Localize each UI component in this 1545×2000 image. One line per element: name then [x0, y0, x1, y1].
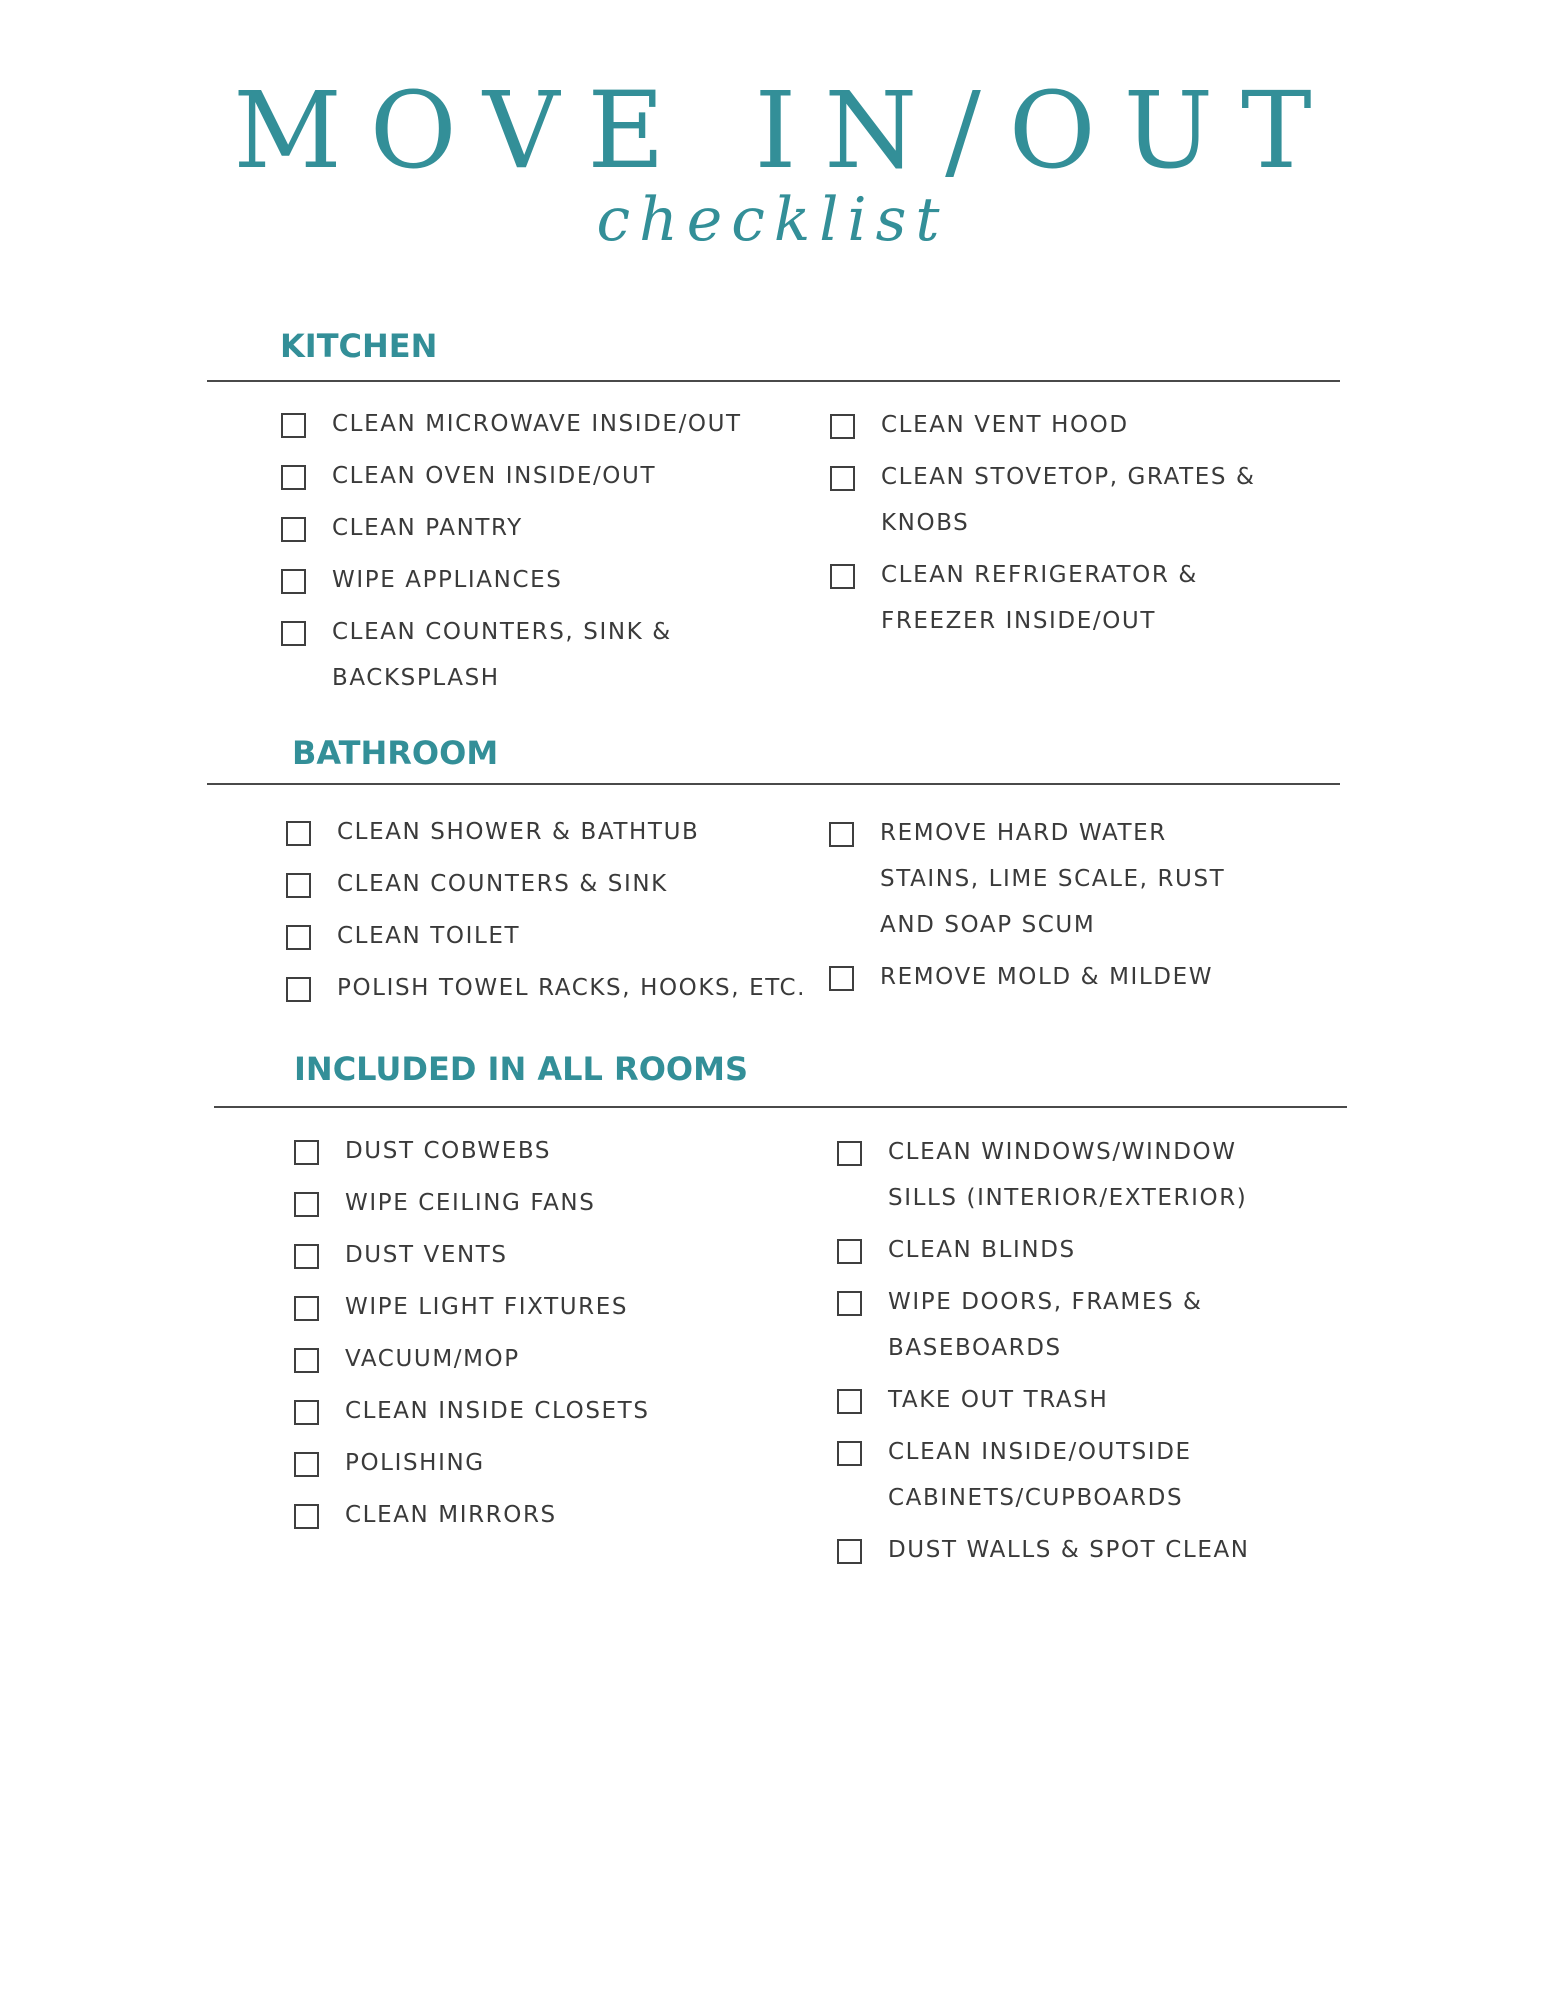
checklist-item-label: DUST COBWEBS	[345, 1138, 552, 1164]
checklist-item-label: REMOVE MOLD & MILDEW	[880, 964, 1214, 990]
checklist-item-label: CLEAN MIRRORS	[345, 1502, 557, 1528]
checkbox[interactable]	[837, 1141, 862, 1166]
checkbox[interactable]	[837, 1539, 862, 1564]
checkbox[interactable]	[294, 1296, 319, 1321]
checklist-item	[294, 1240, 814, 1278]
checklist-item	[294, 1344, 814, 1382]
checkbox[interactable]	[286, 821, 311, 846]
checklist-item	[829, 962, 1269, 1000]
checklist-item	[286, 817, 826, 855]
checklist-item-label: WIPE APPLIANCES	[332, 567, 563, 593]
checklist-item-label: VACUUM/MOP	[345, 1346, 520, 1372]
kitchen-divider	[207, 380, 1340, 382]
all-rooms-divider	[214, 1106, 1347, 1108]
checkbox[interactable]	[830, 414, 855, 439]
checkbox[interactable]	[294, 1504, 319, 1529]
checklist-item	[837, 1235, 1277, 1273]
checkbox[interactable]	[837, 1441, 862, 1466]
checklist-item-label: WIPE CEILING FANS	[345, 1190, 596, 1216]
checklist-item-label: DUST VENTS	[345, 1242, 508, 1268]
checklist-item	[837, 1287, 1277, 1371]
checklist-item	[281, 565, 801, 603]
checklist-item-label: DUST WALLS & SPOT CLEAN	[888, 1537, 1250, 1563]
checklist-item	[294, 1396, 814, 1434]
bathroom-heading: BATHROOM	[292, 734, 499, 772]
checkbox[interactable]	[281, 569, 306, 594]
checklist-item	[294, 1136, 814, 1174]
checkbox[interactable]	[837, 1291, 862, 1316]
checklist-item	[281, 461, 801, 499]
bathroom-right-list	[829, 818, 1269, 1014]
checkbox[interactable]	[837, 1239, 862, 1264]
checklist-item-label: TAKE OUT TRASH	[888, 1387, 1109, 1413]
checklist-item-label: CLEAN PANTRY	[332, 515, 523, 541]
checkbox[interactable]	[837, 1389, 862, 1414]
checklist-item	[294, 1448, 814, 1486]
checkbox[interactable]	[830, 564, 855, 589]
checklist-item	[294, 1500, 814, 1538]
bathroom-divider	[207, 783, 1340, 785]
checkbox[interactable]	[829, 966, 854, 991]
checklist-item-label: CLEAN COUNTERS, SINK & BACKSPLASH	[332, 619, 672, 691]
checklist-item	[281, 617, 801, 701]
checkbox[interactable]	[281, 465, 306, 490]
checklist-item	[837, 1437, 1277, 1521]
checkbox[interactable]	[281, 621, 306, 646]
checklist-item-label: CLEAN WINDOWS/WINDOW SILLS (INTERIOR/EXTERIOR)	[888, 1139, 1248, 1211]
checkbox[interactable]	[829, 822, 854, 847]
checkbox[interactable]	[294, 1348, 319, 1373]
checklist-item-label: CLEAN SHOWER & BATHTUB	[337, 819, 700, 845]
checklist-item-label: CLEAN INSIDE/OUTSIDE CABINETS/CUPBOARDS	[888, 1439, 1192, 1511]
checklist-item	[829, 818, 1269, 948]
checklist-item	[830, 462, 1270, 546]
page-subtitle: checklist	[596, 185, 949, 255]
checkbox[interactable]	[294, 1400, 319, 1425]
checklist-item-label: POLISHING	[345, 1450, 485, 1476]
checklist-item	[830, 560, 1270, 644]
bathroom-left-list	[286, 817, 826, 1025]
checklist-item-label: CLEAN BLINDS	[888, 1237, 1076, 1263]
checklist-item	[286, 921, 826, 959]
checklist-item-label: CLEAN REFRIGERATOR & FREEZER INSIDE/OUT	[881, 562, 1198, 634]
checkbox[interactable]	[294, 1452, 319, 1477]
kitchen-right-list	[830, 410, 1270, 658]
checklist-item	[830, 410, 1270, 448]
all-rooms-left-list	[294, 1136, 814, 1552]
checklist-item-label: POLISH TOWEL RACKS, HOOKS, ETC.	[337, 975, 807, 1001]
all-rooms-right-list	[837, 1137, 1277, 1587]
checklist-item	[837, 1385, 1277, 1423]
checklist-item	[294, 1292, 814, 1330]
checklist-item-label: CLEAN INSIDE CLOSETS	[345, 1398, 650, 1424]
checkbox[interactable]	[294, 1244, 319, 1269]
checkbox[interactable]	[281, 413, 306, 438]
all-rooms-heading: INCLUDED IN ALL ROOMS	[294, 1050, 748, 1088]
checkbox[interactable]	[294, 1192, 319, 1217]
checklist-item	[837, 1137, 1277, 1221]
checklist-item-label: CLEAN OVEN INSIDE/OUT	[332, 463, 657, 489]
checklist-item	[286, 869, 826, 907]
page-title: MOVE IN/OUT	[233, 69, 1340, 192]
checklist-item-label: CLEAN TOILET	[337, 923, 521, 949]
checklist-item	[837, 1535, 1277, 1573]
checkbox[interactable]	[830, 466, 855, 491]
checklist-item	[281, 513, 801, 551]
checklist-item-label: REMOVE HARD WATER STAINS, LIME SCALE, RUST AND SOAP SCUM	[880, 820, 1226, 938]
checklist-item-label: WIPE LIGHT FIXTURES	[345, 1294, 629, 1320]
checklist-item-label: CLEAN MICROWAVE INSIDE/OUT	[332, 411, 742, 437]
checklist-item-label: CLEAN STOVETOP, GRATES & KNOBS	[881, 464, 1256, 536]
checkbox[interactable]	[286, 873, 311, 898]
checkbox[interactable]	[286, 925, 311, 950]
checklist-item-label: CLEAN COUNTERS & SINK	[337, 871, 668, 897]
kitchen-left-list	[281, 409, 801, 715]
kitchen-heading: KITCHEN	[280, 327, 438, 365]
checklist-item-label: CLEAN VENT HOOD	[881, 412, 1129, 438]
checkbox[interactable]	[294, 1140, 319, 1165]
checklist-item	[281, 409, 801, 447]
checklist-item	[294, 1188, 814, 1226]
checklist-item	[286, 973, 826, 1011]
checklist-item-label: WIPE DOORS, FRAMES & BASEBOARDS	[888, 1289, 1203, 1361]
checkbox[interactable]	[286, 977, 311, 1002]
checkbox[interactable]	[281, 517, 306, 542]
